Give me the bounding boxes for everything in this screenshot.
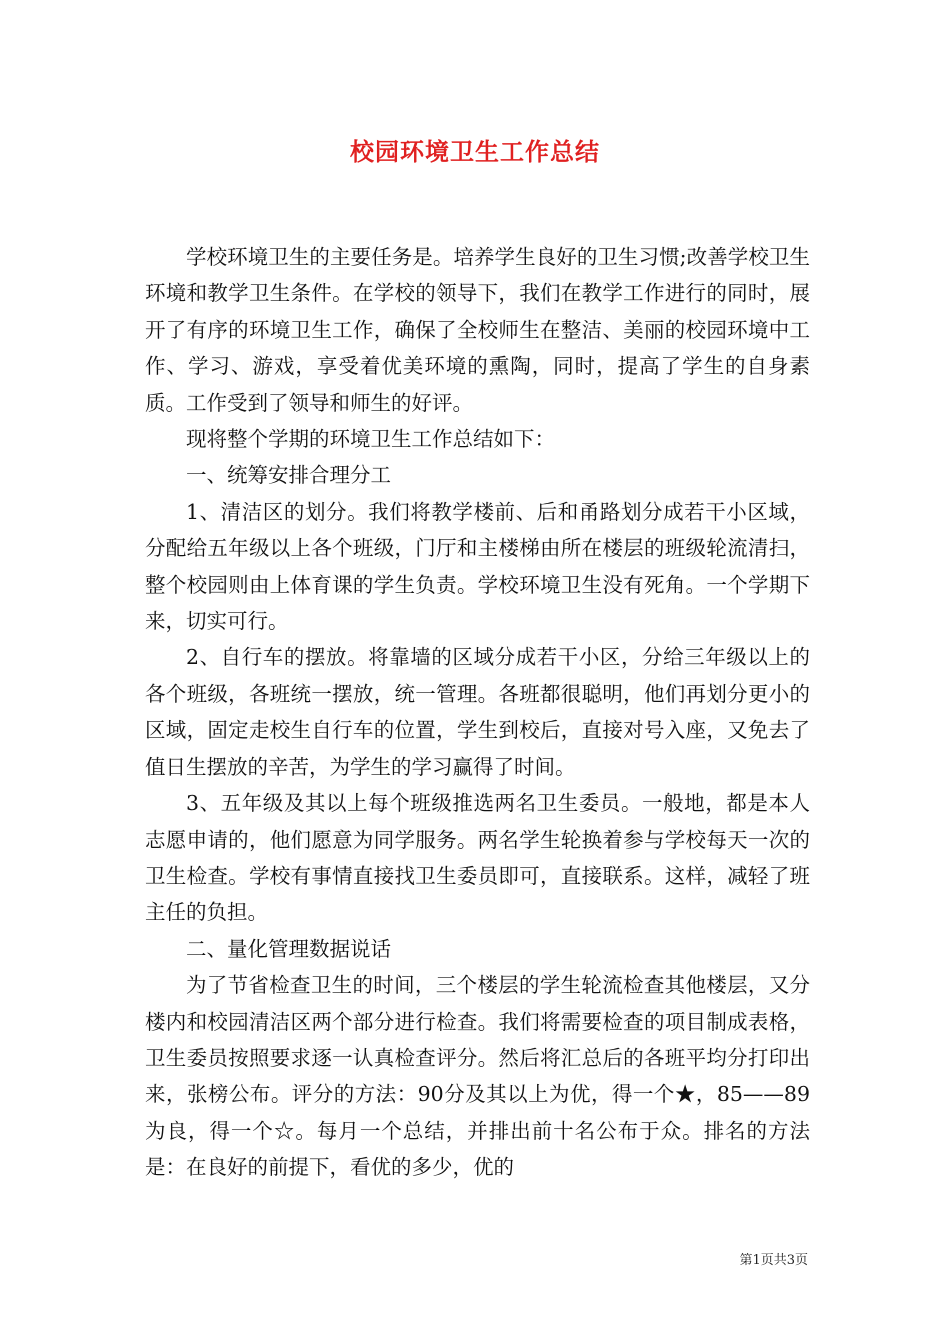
- section-heading-1: 一、统筹安排合理分工: [186, 463, 391, 488]
- paragraph-item-3: 3、五年级及其以上每个班级推选两名卫生委员。一般地，都是本人志愿申请的，他们愿意为同学服务。两名学生轮换着参与学校每天一次的卫生检查。学校有事情直接找卫生委员即可，直接联系。这样，减轻了班主任的负担。: [145, 791, 810, 925]
- paragraph-item-2: 2、自行车的摆放。将靠墙的区域分成若干小区，分给三年级以上的各个班级，各班统一摆放，统一管理。各班都很聪明，他们再划分更小的区域，固定走校生自行车的位置，学生到校后，直接对号入座，又免去了值日生摆放的辛苦，为学生的学习赢得了时间。: [145, 645, 810, 779]
- paragraph-summary-lead: 现将整个学期的环境卫生工作总结如下：: [186, 427, 555, 452]
- paragraph-intro: 学校环境卫生的主要任务是。培养学生良好的卫生习惯;改善学校卫生环境和教学卫生条件。在学校的领导下，我们在教学工作进行的同时，展开了有序的环境卫生工作，确保了全校师生在整洁、美丽的校园环境中工作、学习、游戏，享受着优美环境的熏陶，同时，提高了学生的自身素质。工作受到了领导和师生的好评。: [145, 245, 810, 415]
- document-title: 校园环境卫生工作总结: [350, 138, 600, 166]
- paragraph-quantified-management: 为了节省检查卫生的时间，三个楼层的学生轮流检查其他楼层，又分楼内和校园清洁区两个部分进行检查。我们将需要检查的项目制成表格，卫生委员按照要求逐一认真检查评分。然后将汇总后的各班平均分打印出来，张榜公布。评分的方法：90分及其以上为优，得一个★，85——89为良，得一个☆。每月一个总结，并排出前十名公布于众。排名的方法是：在良好的前提下，看优的多少，优的: [145, 973, 810, 1180]
- page-number-footer: 第1页共3页: [739, 1253, 808, 1268]
- section-heading-2: 二、量化管理数据说话: [186, 936, 391, 961]
- paragraph-item-1: 1、清洁区的划分。我们将教学楼前、后和甬路划分成若干小区域，分配给五年级以上各个班级，门厅和主楼梯由所在楼层的班级轮流清扫，整个校园则由上体育课的学生负责。学校环境卫生没有死角。一个学期下来，切实可行。: [145, 499, 810, 634]
- document-body: [145, 239, 810, 1186]
